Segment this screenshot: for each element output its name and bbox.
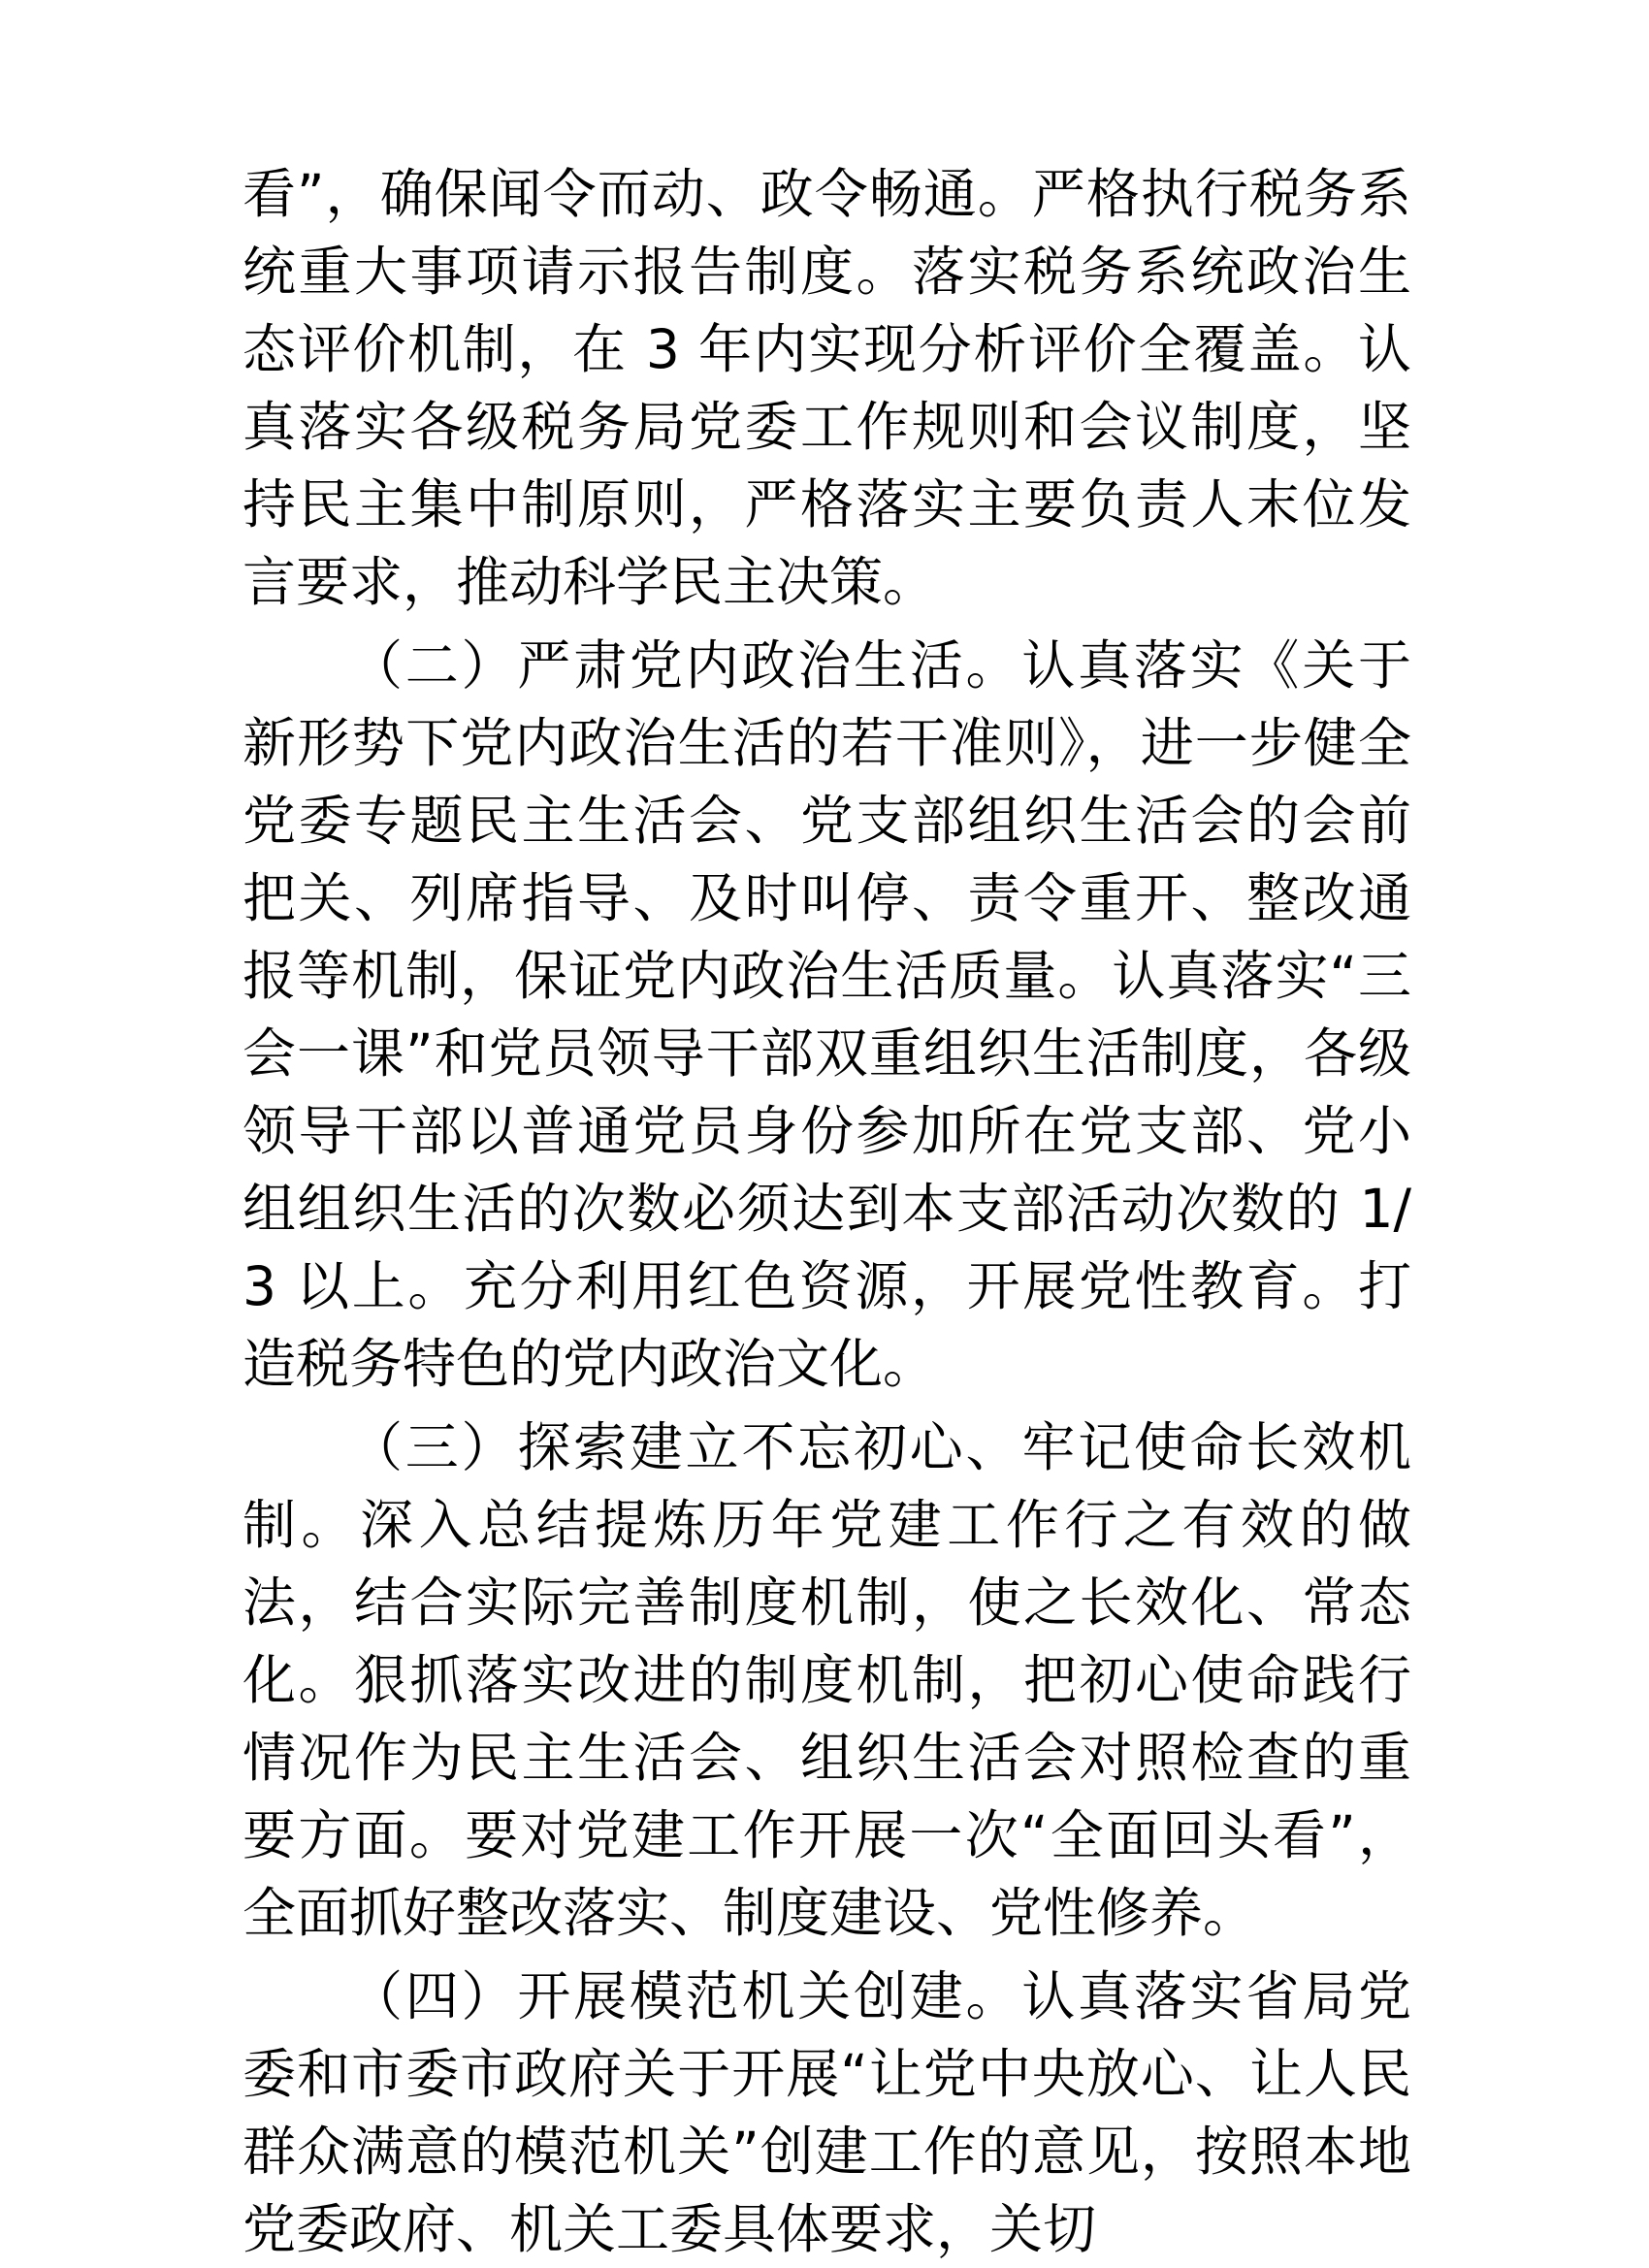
paragraph-item-four: （四）开展模范机关创建。认真落实省局党委和市委市政府关于开展“让党中央放心、让人民群众满意的模范机关”创建工作的意见，按照本地党委政府、机关工委具体要求，关切 bbox=[242, 1965, 1411, 2260]
document-text-body bbox=[242, 155, 1411, 2268]
paragraph-continued-political-discipline: 看”，确保闻令而动、政令畅通。严格执行税务系统重大事项请示报告制度。落实税务系统政治生态评价机制，在 3 年内实现分析评价全覆盖。认真落实各级税务局党委工作规则和会议制度，坚持民主集中制原则，严格落实主要负责人末位发言要求，推动科学民主决策。 bbox=[242, 163, 1411, 613]
paragraph-item-two: （二）严肃党内政治生活。认真落实《关于新形势下党内政治生活的若干准则》，进一步健全党委专题民主生活会、党支部组织生活会的会前把关、列席指导、及时叫停、责令重开、整改通报等机制，保证党内政治生活质量。认真落实“三会一课”和党员领导干部双重组织生活制度，各级领导干部以普通党员身份参加所在党支部、党小组组织生活的次数必须达到本支部活动次数的 1/3 以上。充分利用红色资源，开展党性教育。打造税务特色的党内政治文化。 bbox=[242, 634, 1411, 1395]
paragraph-item-three: （三）探索建立不忘初心、牢记使命长效机制。深入总结提炼历年党建工作行之有效的做法，结合实际完善制度机制，使之长效化、常态化。狠抓落实改进的制度机制，把初心使命践行情况作为民主生活会、组织生活会对照检查的重要方面。要对党建工作开展一次“全面回头看”，全面抓好整改落实、制度建设、党性修养。 bbox=[242, 1416, 1411, 1944]
